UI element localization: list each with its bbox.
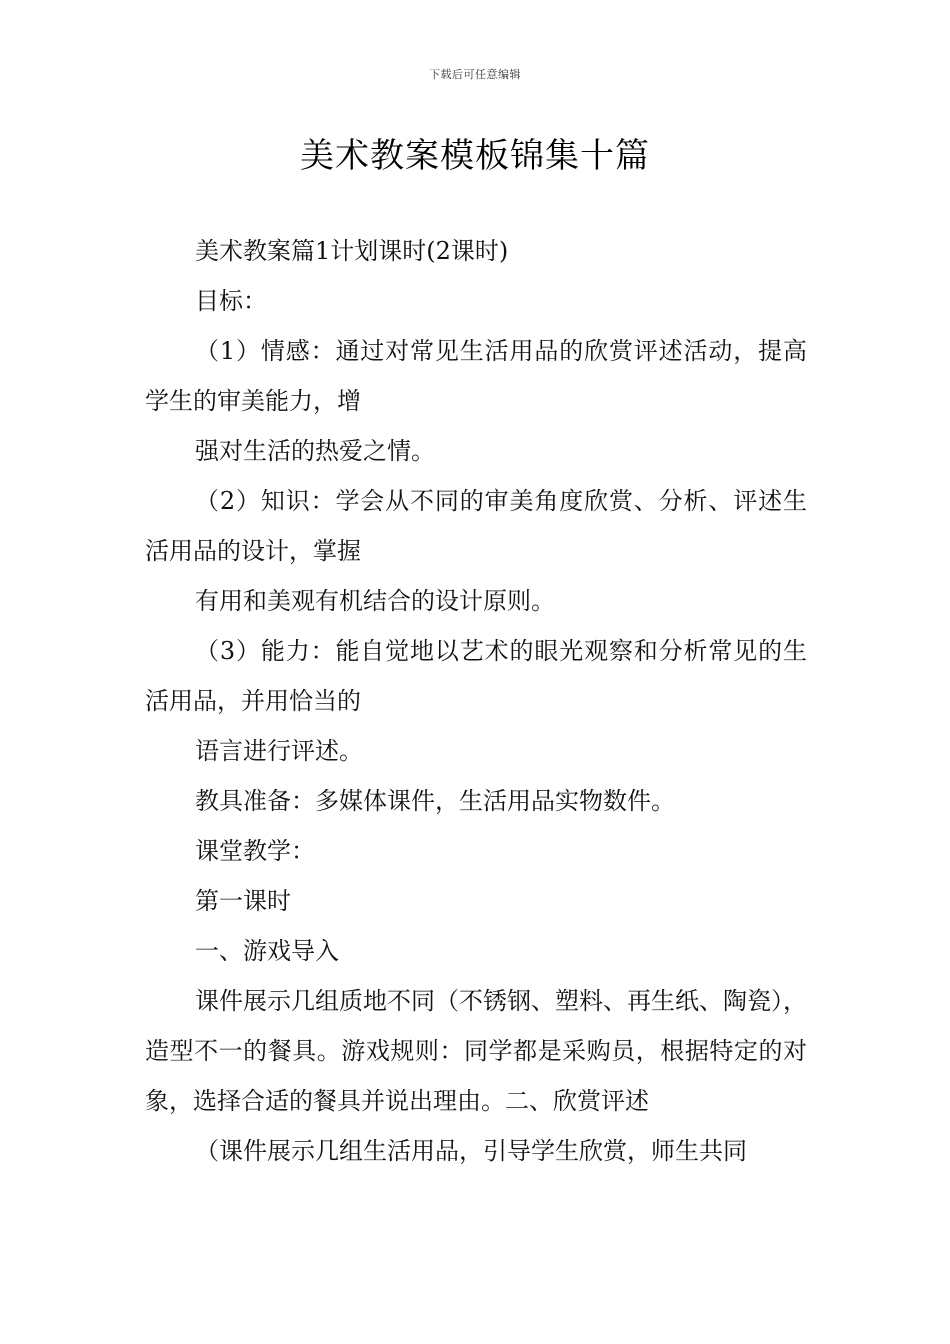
header-note: 下载后可任意编辑 (429, 68, 521, 81)
paragraph-lesson-plan: 美术教案篇1计划课时(2课时) (195, 237, 509, 265)
paragraph-game-intro: 一、游戏导入 (195, 937, 339, 965)
paragraph-goal-knowledge-cont: 有用和美观有机结合的设计原则。 (195, 587, 555, 615)
paragraph-goal-knowledge: （2）知识：学会从不同的审美角度欣赏、分析、评述生活用品的设计，掌握 (145, 487, 807, 565)
paragraph-goal-emotion-cont: 强对生活的热爱之情。 (195, 437, 435, 465)
paragraph-goal-emotion: （1）情感：通过对常见生活用品的欣赏评述活动，提高学生的审美能力，增 (145, 337, 807, 415)
paragraph-courseware-display: 课件展示几组质地不同（不锈钢、塑料、再生纸、陶瓷），造型不一的餐具。游戏规则：同学都是采购员，根据特定的对象，选择合适的餐具并说出理由。二、欣赏评述 (145, 987, 807, 1115)
paragraph-goal-ability-cont: 语言进行评述。 (195, 737, 363, 765)
document-body (145, 226, 807, 1176)
paragraph-first-lesson: 第一课时 (195, 887, 291, 915)
paragraph-goal-ability: （3）能力：能自觉地以艺术的眼光观察和分析常见的生活用品，并用恰当的 (145, 637, 807, 715)
paragraph-courseware-appreciation: （课件展示几组生活用品，引导学生欣赏，师生共同 (195, 1137, 747, 1165)
paragraph-teaching-aids: 教具准备：多媒体课件，生活用品实物数件。 (195, 787, 675, 815)
paragraph-goals-label: 目标： (195, 287, 267, 315)
document-title: 美术教案模板锦集十篇 (300, 136, 650, 176)
paragraph-classroom-teaching: 课堂教学： (195, 837, 315, 865)
